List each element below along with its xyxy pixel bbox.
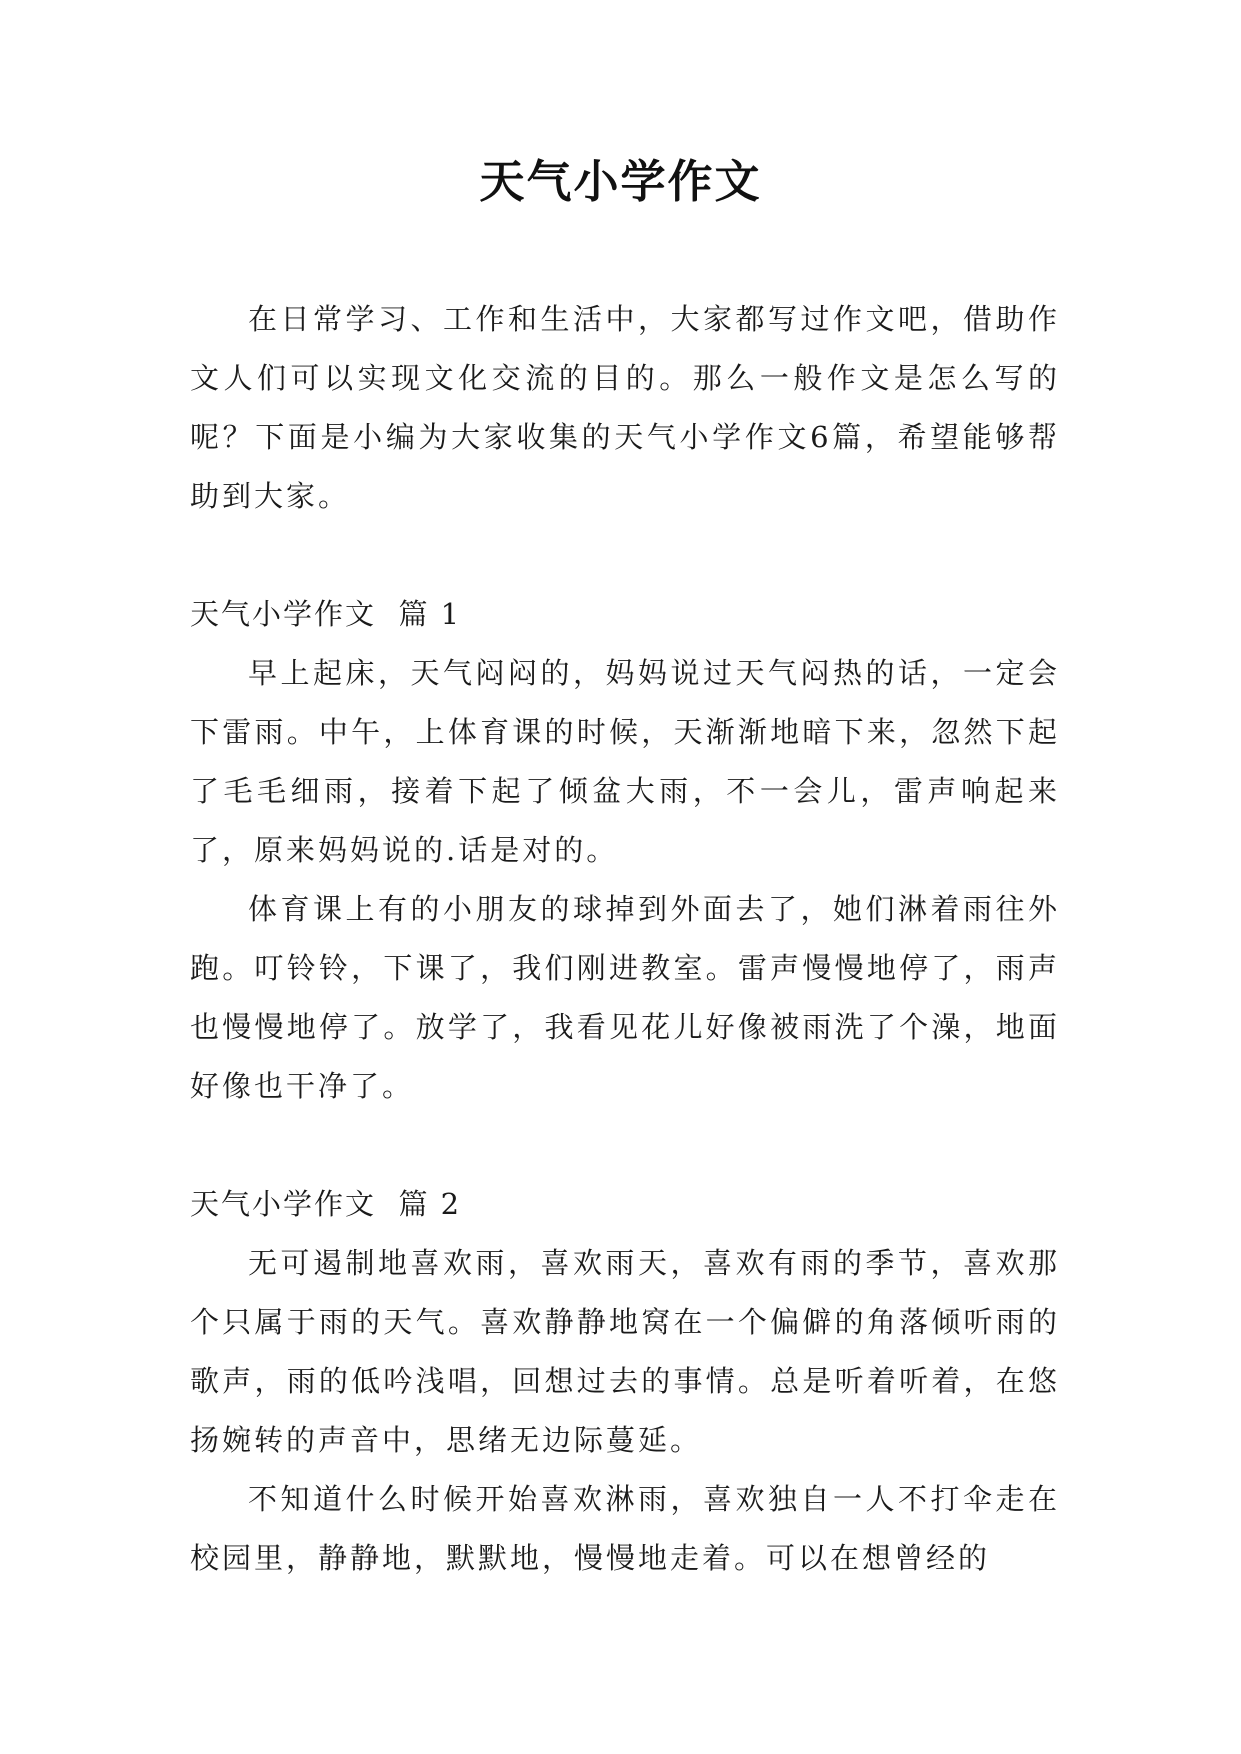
document-title: 天气小学作文 (479, 155, 762, 208)
section-paragraph: 无可遏制地喜欢雨，喜欢雨天，喜欢有雨的季节，喜欢那个只属于雨的天气。喜欢静静地窝在一个偏僻的角落倾听雨的歌声，雨的低吟浅唱，回想过去的事情。总是听着听着，在悠扬婉转的声音中，思绪无边际蔓延。 (190, 1246, 1060, 1457)
section-heading-title: 天气小学作文 (190, 1187, 377, 1221)
section-heading (190, 585, 1060, 644)
section-paragraph: 早上起床，天气闷闷的，妈妈说过天气闷热的话，一定会下雷雨。中午，上体育课的时候，天渐渐地暗下来，忽然下起了毛毛细雨，接着下起了倾盆大雨，不一会儿，雷声响起来了，原来妈妈说的.话是对的。 (190, 656, 1060, 867)
section-paragraph: 体育课上有的小朋友的球掉到外面去了，她们淋着雨往外跑。叮铃铃，下课了，我们刚进教室。雷声慢慢地停了，雨声也慢慢地停了。放学了，我看见花儿好像被雨洗了个澡，地面好像也干净了。 (190, 892, 1060, 1103)
essay-section-2 (190, 1175, 1060, 1588)
section-spacer (190, 526, 1060, 585)
document-body (190, 290, 1060, 1588)
section-spacer (190, 1116, 1060, 1175)
intro-paragraph: 在日常学习、工作和生活中，大家都写过作文吧，借助作文人们可以实现文化交流的目的。那么一般作文是怎么写的呢？下面是小编为大家收集的天气小学作文6篇，希望能够帮助到大家。 (190, 302, 1060, 513)
section-heading-number: 篇 2 (398, 1187, 462, 1221)
section-heading-title: 天气小学作文 (190, 597, 377, 631)
section-heading-number: 篇 1 (398, 597, 462, 631)
essay-section-1 (190, 585, 1060, 1116)
section-paragraph: 不知道什么时候开始喜欢淋雨，喜欢独自一人不打伞走在校园里，静静地，默默地，慢慢地走着。可以在想曾经的 (190, 1482, 1060, 1575)
section-heading (190, 1175, 1060, 1234)
